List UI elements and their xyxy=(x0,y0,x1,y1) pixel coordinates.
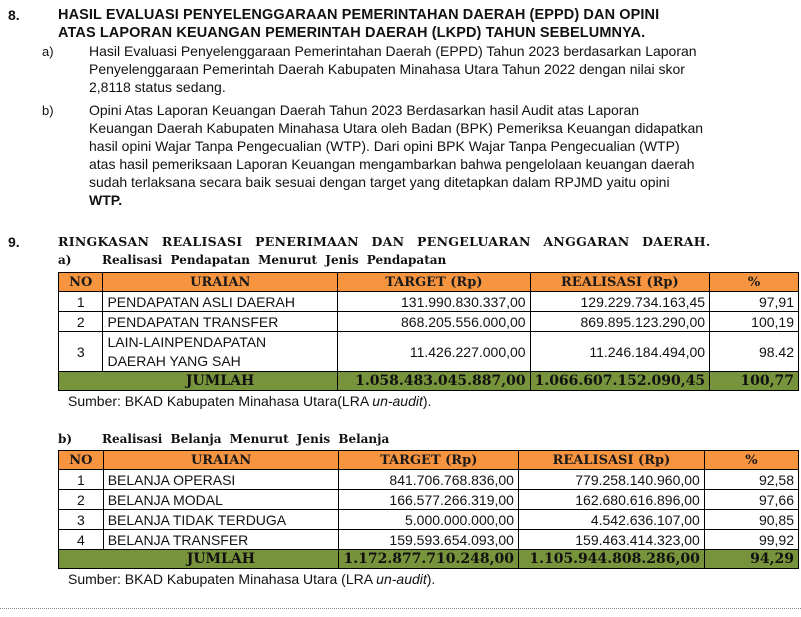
item-b-line1: Opini Atas Laporan Keuangan Daerah Tahun 2023 Berdasarkan hasil Audit atas Laporan xyxy=(89,102,640,118)
cell-target: 841.706.768.836,00 xyxy=(339,470,519,490)
item-b-line3: hasil opini Wajar Tanpa Pengecualian (WTP). Dari opini BPK Wajar Tanpa Pengecualian (WTP) xyxy=(89,138,680,154)
cell-percent: 92,58 xyxy=(704,470,798,490)
cell-realisasi: 159.463.414.323,00 xyxy=(518,530,704,550)
cell-percent: 97,66 xyxy=(704,490,798,510)
cell-realisasi: 779.258.140.960,00 xyxy=(518,470,704,490)
section-8-title xyxy=(58,6,798,42)
cell-realisasi: 869.895.123.290,00 xyxy=(530,312,710,332)
item-b-line2: Keuangan Daerah Kabupaten Minahasa Utara oleh Badan (BPK) Pemeriksa Keuangan didapatkan xyxy=(89,120,704,136)
cell-target: 868.205.556.000,00 xyxy=(338,312,530,332)
table-total-row xyxy=(59,372,799,391)
table-row xyxy=(59,530,799,550)
item-a-line1: Hasil Evaluasi Penyelenggaraan Pemerintahan Daerah (EPPD) Tahun 2023 berdasarkan Laporan xyxy=(89,43,697,59)
cell-no: 4 xyxy=(59,530,104,550)
section-8-title-line1: HASIL EVALUASI PENYELENGGARAAN PEMERINTAHAN DAERAH (EPPD) DAN OPINI xyxy=(58,7,660,23)
cell-uraian: BELANJA MODAL xyxy=(103,490,339,510)
item-a-paragraph xyxy=(89,42,769,96)
cell-uraian: BELANJA TRANSFER xyxy=(103,530,339,550)
item-b-label: b) xyxy=(42,103,54,118)
item-a-line3: 2,8118 status sedang. xyxy=(89,79,226,95)
section-9-title: RINGKASAN REALISASI PENERIMAAN DAN PENGELUARAN ANGGARAN DAERAH. xyxy=(58,234,711,249)
cell-percent: 100,19 xyxy=(710,312,799,332)
table-b-label: b) xyxy=(58,432,73,446)
cell-percent: 90,85 xyxy=(704,510,798,530)
item-b-line5: sudah terlaksana secara baik sesuai dengan target yang ditetapkan dalam RPJMD yaitu opini xyxy=(89,174,670,190)
table-row xyxy=(59,470,799,490)
cell-realisasi: 4.542.636.107,00 xyxy=(518,510,704,530)
cell-target: 166.577.266.319,00 xyxy=(339,490,519,510)
total-empty-cell xyxy=(59,550,104,569)
total-realisasi: 1.105.944.808.286,00 xyxy=(518,550,704,569)
cell-no: 2 xyxy=(59,490,104,510)
table-header-row xyxy=(59,451,799,470)
page-divider xyxy=(0,608,801,609)
header-percent: % xyxy=(710,273,799,292)
table-a-title: Realisasi Pendapatan Menurut Jenis Pendapatan xyxy=(102,253,447,267)
cell-uraian: PENDAPATAN ASLI DAERAH xyxy=(103,292,338,312)
table-header-row xyxy=(59,273,799,292)
table-row xyxy=(59,292,799,312)
item-a-line2: Penyelenggaraan Pemerintah Daerah Kabupaten Minahasa Utara Tahun 2022 dengan nilai skor xyxy=(89,61,685,77)
cell-percent: 99,92 xyxy=(704,530,798,550)
header-target: TARGET (Rp) xyxy=(338,273,530,292)
cell-uraian-line2: DAERAH YANG SAH xyxy=(107,352,241,369)
cell-uraian: BELANJA OPERASI xyxy=(103,470,339,490)
table-row xyxy=(59,312,799,332)
cell-no: 2 xyxy=(59,312,103,332)
item-b-paragraph xyxy=(89,101,769,209)
header-uraian: URAIAN xyxy=(103,273,338,292)
table-b-title: Realisasi Belanja Menurut Jenis Belanja xyxy=(102,432,390,446)
header-no: NO xyxy=(59,451,104,470)
header-uraian: URAIAN xyxy=(103,451,339,470)
table-a-source: Sumber: BKAD Kabupaten Minahasa Utara(LRA un-audit). xyxy=(68,393,432,409)
cell-realisasi: 11.246.184.494,00 xyxy=(530,332,710,372)
item-b-line4: atas hasil pemeriksaan Laporan Keuangan mengambarkan bahwa pengelolaan keuangan daerah xyxy=(89,156,695,172)
cell-no: 3 xyxy=(59,510,104,530)
table-pendapatan xyxy=(58,272,799,391)
cell-realisasi: 162.680.616.896,00 xyxy=(518,490,704,510)
total-empty-cell xyxy=(59,372,103,391)
cell-uraian: PENDAPATAN TRANSFER xyxy=(103,312,338,332)
section-8-number: 8. xyxy=(8,7,20,23)
cell-target: 11.426.227.000,00 xyxy=(338,332,530,372)
table-row xyxy=(59,510,799,530)
total-percent: 94,29 xyxy=(704,550,798,569)
total-realisasi: 1.066.607.152.090,45 xyxy=(530,372,710,391)
cell-uraian: BELANJA TIDAK TERDUGA xyxy=(103,510,339,530)
table-b-source: Sumber: BKAD Kabupaten Minahasa Utara (LRA un-audit). xyxy=(68,571,436,587)
header-percent: % xyxy=(704,451,798,470)
cell-uraian-line1: LAIN-LAINPENDAPATAN xyxy=(107,333,267,350)
cell-target: 159.593.654.093,00 xyxy=(339,530,519,550)
section-8-title-line2: ATAS LAPORAN KEUANGAN PEMERINTAH DAERAH (LKPD) TAHUN SEBELUMNYA. xyxy=(58,25,646,41)
table-a-label: a) xyxy=(58,253,72,267)
table-row xyxy=(59,490,799,510)
item-a-label: a) xyxy=(42,44,54,59)
cell-target: 131.990.830.337,00 xyxy=(338,292,530,312)
section-9-number: 9. xyxy=(8,234,20,250)
total-label: JUMLAH xyxy=(103,372,338,391)
cell-uraian xyxy=(103,332,338,372)
table-total-row xyxy=(59,550,799,569)
total-target: 1.058.483.045.887,00 xyxy=(338,372,530,391)
cell-percent: 98.42 xyxy=(710,332,799,372)
item-b-line6: WTP. xyxy=(89,192,123,208)
total-label: JUMLAH xyxy=(103,550,339,569)
total-percent: 100,77 xyxy=(710,372,799,391)
cell-no: 1 xyxy=(59,470,104,490)
table-row xyxy=(59,332,799,372)
cell-realisasi: 129.229.734.163,45 xyxy=(530,292,710,312)
header-realisasi: REALISASI (Rp) xyxy=(530,273,710,292)
total-target: 1.172.877.710.248,00 xyxy=(339,550,519,569)
header-no: NO xyxy=(59,273,103,292)
header-target: TARGET (Rp) xyxy=(339,451,519,470)
cell-target: 5.000.000.000,00 xyxy=(339,510,519,530)
header-realisasi: REALISASI (Rp) xyxy=(518,451,704,470)
cell-no: 3 xyxy=(59,332,103,372)
table-belanja xyxy=(58,450,799,569)
cell-percent: 97,91 xyxy=(710,292,799,312)
cell-no: 1 xyxy=(59,292,103,312)
